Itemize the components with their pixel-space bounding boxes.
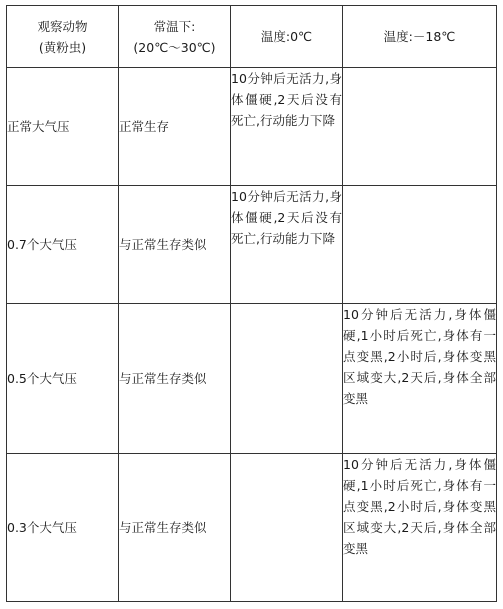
cell-room-temp-result: 正常生存 (119, 68, 231, 186)
cell-temp-0-result: 10分钟后无活力,身体僵硬,2天后没有死亡,行动能力下降 (231, 68, 343, 186)
header-room-temperature-line2: (20℃～30℃) (133, 39, 216, 55)
header-observed-animal-line1: 观察动物 (37, 18, 88, 34)
cell-temp-0-result (231, 454, 343, 602)
cell-pressure-condition: 0.7个大气压 (7, 186, 119, 304)
cell-pressure-condition: 正常大气压 (7, 68, 119, 186)
table-row (7, 186, 497, 304)
table-row (7, 304, 497, 454)
cell-room-temp-result: 与正常生存类似 (119, 304, 231, 454)
header-temp-0-label: 温度:0℃ (260, 29, 313, 44)
cell-temp-minus18-result (343, 186, 497, 304)
table-header-row (7, 6, 497, 68)
header-observed-animal-line2: (黄粉虫) (38, 39, 87, 55)
cell-temp-minus18-result (343, 68, 497, 186)
header-temp-minus18-label: 温度:－18℃ (383, 29, 456, 44)
cell-room-temp-result: 与正常生存类似 (119, 454, 231, 602)
table-row (7, 454, 497, 602)
cell-temp-0-result (231, 304, 343, 454)
cell-room-temp-result: 与正常生存类似 (119, 186, 231, 304)
observation-table (6, 5, 497, 602)
header-temp-minus18 (343, 6, 497, 68)
cell-pressure-condition: 0.3个大气压 (7, 454, 119, 602)
cell-temp-0-result: 10分钟后无活力,身体僵硬,2天后没有死亡,行动能力下降 (231, 186, 343, 304)
cell-temp-minus18-result: 10分钟后无活力,身体僵硬,1小时后死亡,身体有一点变黑,2小时后,身体变黑区域变大,2天后,身体全部变黑 (343, 304, 497, 454)
cell-pressure-condition: 0.5个大气压 (7, 304, 119, 454)
header-room-temperature-line1: 常温下: (153, 18, 196, 34)
cell-temp-minus18-result: 10分钟后无活力,身体僵硬,1小时后死亡,身体有一点变黑,2小时后,身体变黑区域变大,2天后,身体全部变黑 (343, 454, 497, 602)
table-row (7, 68, 497, 186)
header-temp-0 (231, 6, 343, 68)
header-room-temperature (119, 6, 231, 68)
header-observed-animal (7, 6, 119, 68)
